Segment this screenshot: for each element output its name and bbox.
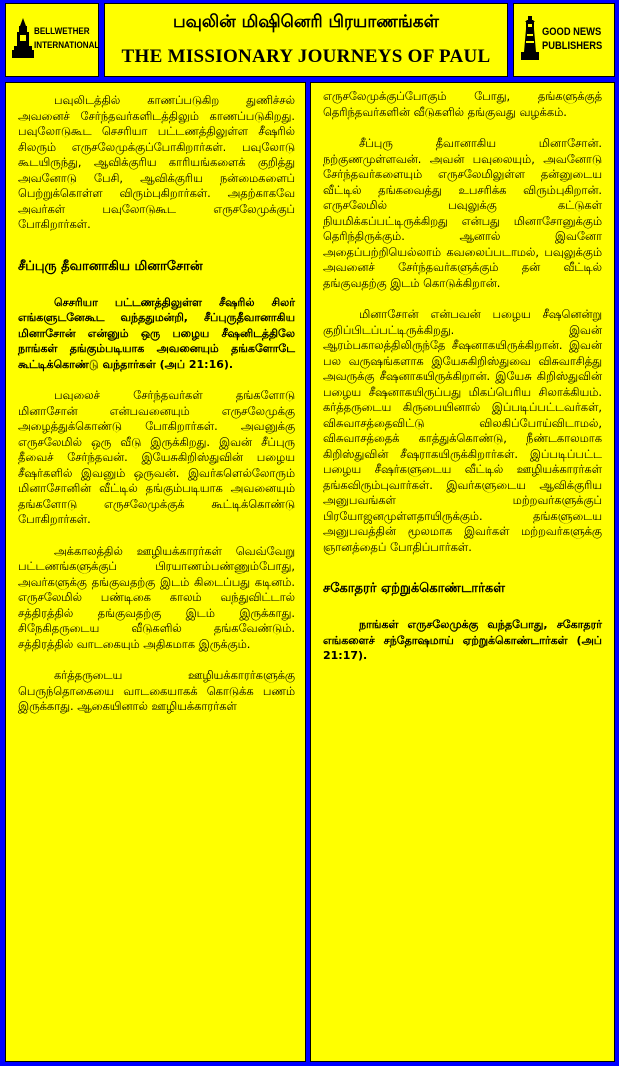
left-column bbox=[5, 82, 306, 1062]
logo-right-line1: GOOD NEWS bbox=[542, 26, 602, 38]
logo-left-line1: BELLWETHER bbox=[34, 26, 90, 37]
left-paragraph-2: பவுலைச் சேர்ந்தவர்கள் தங்களோடு மினாசோன் என்பவனையும் எருசலேமுக்கு அழைத்துக்கொண்டு போகிறார்கள். அவனுக்கு எருசலேமில் ஒரு வீடு இருக்கிறது. இவன் சீப்புரு தீவைச் சேர்ந்தவன். இயேசுகிறிஸ்துவின் பழைய சீஷர்களில் இவனும் ஒருவன். இவர்களெல்லோரும் மினாசோனின் வீட்டில் தங்கும்படியாக அவனையும் தங்களோடு எருசலேமுக்குக் கூட்டிக்கொண்டு போகிறார்கள். bbox=[18, 388, 295, 526]
left-paragraph-4: கர்த்தருடைய ஊழியக்காரர்களுக்கு பெருந்தொகையை வாடகையாகக் கொடுக்க பணம் இருக்காது. ஆகையினால் ஊழியக்காரர்கள் bbox=[18, 668, 295, 713]
bellwether-logo bbox=[5, 3, 99, 77]
section-heading-brothers-received: சகோதரர் ஏற்றுக்கொண்டார்கள் bbox=[323, 581, 505, 596]
section-heading-minason: சீப்புரு தீவானாகிய மினாசோன் bbox=[18, 258, 203, 274]
title-tamil: பவுலின் மிஷினெரி பிரயாணங்கள் bbox=[173, 12, 439, 32]
scripture-quote-acts-21-16: செசரியா பட்டணத்திலுள்ள சீஷரில் சிலர் எங்களுடனேகூட வந்ததுமன்றி, சீப்புருதீவானாகிய மினாசோன் என்னும் ஒரு பழைய சீஷனிடத்திலே நாங்கள் தங்கும்படியாக அவனையும் தங்களோடே கூட்டிக்கொண்டு வந்தார்கள் (அப் 21:16). bbox=[18, 295, 295, 371]
left-paragraph-1: பவுலிடத்தில் காணப்படுகிற துணிச்சல் அவனைச் சேர்ந்தவர்களிடத்திலும் காணப்படுகிறது. பவுலோடுகூட செசரியா பட்டணத்திலுள்ள சீஷரில் சிலரும் எருசலேமுக்குப்போகிறார்கள். பவுலோடு கூடயிருந்து, ஆவிக்குரிய காரியங்களைக் குறித்து அவனோடு பேசி, ஆவிக்குரிய நன்மைகளைப் பெற்றுக்கொள்ள விரும்புகிறார்கள். அதற்காகவே அவர்கள் பவுலோடுகூட எருசலேமுக்குப் போகிறார்கள். bbox=[18, 93, 295, 231]
right-column bbox=[310, 82, 615, 1062]
left-paragraph-3: அக்காலத்தில் ஊழியக்காரர்கள் வெவ்வேறு பட்டணங்களுக்குப் பிரயாணம்பண்ணும்போது, அவர்களுக்கு தங்குவதற்கு இடம் கிடைப்பது கடினம். எருசலேமில் பண்டிகை காலம் வந்துவிட்டால் சத்திரத்தில் தங்குவதற்கு இடம் இருக்காது. சிநேகிதருடைய வீடுகளில் தங்கவேண்டும். சத்திரத்தில் வாடகையும் அதிகமாக இருக்கும். bbox=[18, 543, 295, 651]
lighthouse-icon bbox=[520, 16, 540, 60]
bell-tower-icon bbox=[12, 18, 34, 58]
right-paragraph-2: சீப்புரு தீவானாகிய மினாசோன். நற்குணமுள்ளவன். அவன் பவுலையும், அவனோடு சேர்ந்தவர்களையும் எருசலேமிலுள்ள தன்னுடைய வீட்டில் தங்கவைத்து உபசரிக்க விரும்புகிறான். எருசலேமில் பவுலுக்கு கட்டுகள் நியமிக்கப்பட்டிருக்கிறது என்பது மினாசோனுக்கும் தெரிந்திருக்கும். ஆனால் இவனோ அதைப்பற்றியெல்லாம் கவலைப்படாமல், பவுலுக்கும் அவனைச் சேர்ந்தவர்களுக்கும் தன் வீட்டில் தங்குவதற்கு இடம் கொடுக்கிறான். bbox=[323, 136, 602, 290]
right-paragraph-3: மினாசோன் என்பவன் பழைய சீஷனென்று குறிப்பிடப்பட்டிருக்கிறது. இவன் ஆரம்பகாலத்திலிருந்தே சீஷனாகயிருக்கிறான். இவன் பல வருஷங்களாக இயேசுகிறிஸ்துவை விசுவாசித்து அவருக்கு சீஷனாகயிருக்கிறான். இயேசு கிறிஸ்துவின் பழைய சீஷனாகயிருப்பது மிகப்பெரிய சிலாக்கியம். கர்த்தருடைய கிருபையினால் இப்படிப்பட்டவர்கள், விசுவாசத்தைவிட்டு விலகிப்போய்விடாமல், விசுவாசத்தைக் காத்துக்கொண்டு, நீண்டகாலமாக கிறிஸ்துவின் சீஷராகயிருக்கிறார்கள். இப்படிப்பட்ட பழைய சீஷர்களுடைய வீட்டில் ஊழியக்காரர்கள் தங்கவிரும்புவார்கள். இவர்களுடைய ஆவிக்குரிய அனுபவங்கள் மற்றவர்களுக்குப் பிரயோஜனமுள்ளதாயிருக்கும். தங்களுடைய அனுபவத்தின் மூலமாக இவர்கள் மற்றவர்களுக்கு ஞானத்தைப் போதிப்பார்கள். bbox=[323, 307, 602, 554]
good-news-logo bbox=[513, 3, 615, 77]
title-english: THE MISSIONARY JOURNEYS OF PAUL bbox=[121, 46, 491, 67]
logo-right-line2: PUBLISHERS bbox=[542, 40, 603, 52]
logo-left-line2: INTERNATIONAL bbox=[34, 40, 100, 51]
scripture-quote-acts-21-17: நாங்கள் எருசலேமுக்கு வந்தபோது, சகோதரர் எங்களைச் சந்தோஷமாய் ஏற்றுக்கொண்டார்கள் (அப் 21:17). bbox=[323, 618, 602, 662]
right-paragraph-1: எருசலேமுக்குப்போகும் போது, தங்களுக்குத் தெரிந்தவர்களின் வீடுகளில் தங்குவது வழக்கம். bbox=[323, 89, 602, 119]
title-banner bbox=[104, 3, 508, 77]
